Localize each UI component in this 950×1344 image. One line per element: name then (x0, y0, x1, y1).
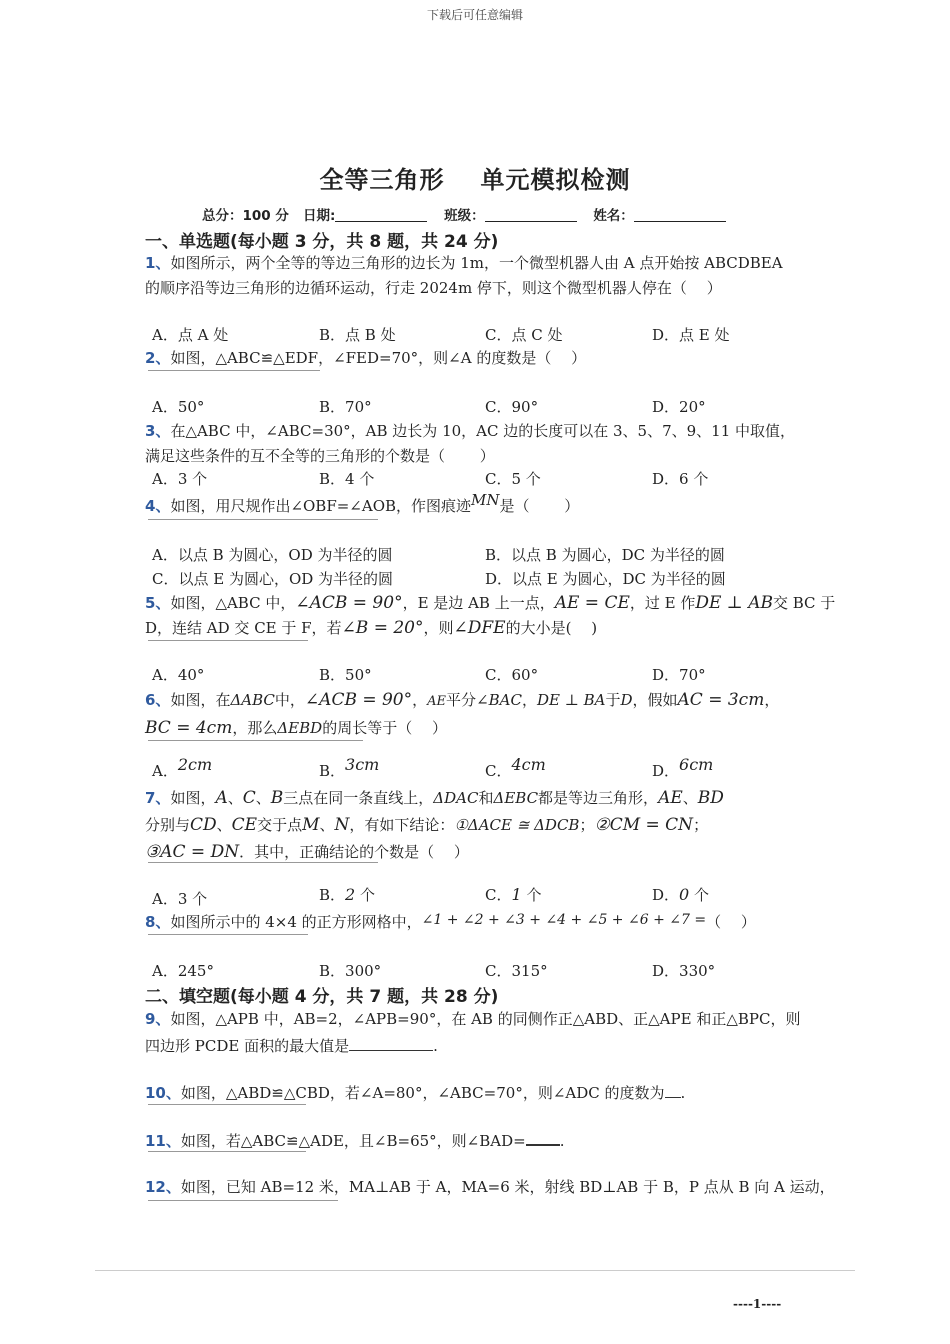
name-blank[interactable] (634, 207, 726, 222)
option-d: D．点 E 处 (652, 326, 730, 344)
text-underline (148, 1104, 306, 1105)
math-expr: A (215, 788, 228, 808)
question-text: ，有如下结论： (349, 816, 455, 834)
math-expr: ΔEBC (493, 789, 539, 807)
question-text: 、 (227, 789, 243, 807)
question-number: 7、 (145, 789, 171, 807)
option-value: 3cm (345, 755, 380, 774)
page-number: ----1---- (733, 1297, 782, 1311)
question-text: 的周长等于（ ） (322, 719, 447, 737)
title-part1: 全等三角形 (319, 166, 445, 194)
question-text: ，E 是边 AB 上一点， (402, 594, 555, 612)
question-number: 4、 (145, 497, 171, 515)
question-text: 交 BC 于 (772, 594, 836, 612)
option-label: B． (319, 762, 346, 780)
question-text: 交于点 (257, 816, 303, 834)
total-score: 总分：100 分 (202, 208, 289, 224)
math-expr: BD (697, 788, 724, 808)
math-expr: ①ΔACE ≅ ΔDCB (454, 816, 580, 834)
question-text: ，则 (423, 619, 454, 637)
option-c (485, 884, 541, 905)
footer-divider (95, 1270, 855, 1271)
question-text: ．其中，正确结论的个数是（ ） (239, 843, 469, 861)
question-text: . (559, 1132, 565, 1150)
option-d (652, 884, 709, 905)
option-a: A．50° (152, 398, 205, 416)
header-note: 下载后可任意编辑 (426, 8, 523, 22)
option-c: C．90° (485, 398, 539, 416)
question-text: 、 (216, 816, 232, 834)
option-d (652, 755, 714, 781)
question-text: ； (579, 816, 595, 834)
math-expr: C (242, 788, 256, 808)
option-d: D．70° (652, 666, 706, 684)
question-6 (145, 687, 779, 742)
page-title (0, 160, 950, 195)
math-expr: B (270, 788, 284, 808)
text-underline (148, 519, 378, 520)
math-expr: BC = 4cm (145, 718, 233, 738)
question-text: 的顺序沿等边三角形的边循环运动，行走 2024m 停下，则这个微型机器人停在（ ） (145, 279, 722, 297)
question-text: 如图，△ABD≌△CBD，若∠A=80°，∠ABC=70°，则∠ADC 的度数为 (180, 1084, 665, 1102)
math-expr: ΔABC (230, 691, 275, 709)
option-suffix: 个 (360, 886, 376, 904)
question-number: 10、 (145, 1084, 181, 1102)
option-b: B．以点 B 为圆心，DC 为半径的圆 (485, 546, 725, 564)
option-c: C．5 个 (485, 470, 541, 488)
answer-blank[interactable] (526, 1126, 560, 1146)
question-text: 平分 (446, 691, 477, 709)
answer-blank[interactable] (665, 1079, 681, 1098)
math-expr: DE ⊥ AB (695, 593, 773, 613)
question-text: ， (764, 691, 780, 709)
question-text: 如图， (170, 789, 216, 807)
title-part2: 单元模拟检测 (480, 166, 631, 194)
option-a: A．以点 B 为圆心，OD 为半径的圆 (152, 546, 393, 564)
question-number: 2、 (145, 349, 171, 367)
math-expr: ΔEBD (277, 719, 323, 737)
question-2 (145, 346, 586, 371)
name-label: 姓名： (593, 208, 634, 224)
question-1 (145, 251, 783, 301)
question-3 (145, 419, 795, 469)
question-text: 和 (478, 789, 494, 807)
question-8 (145, 910, 756, 936)
math-expr: ∠B = 20° (341, 618, 424, 638)
option-value: 2cm (177, 755, 213, 774)
option-c (485, 755, 546, 781)
question-text: ，过 E 作 (629, 594, 696, 612)
math-expr: ΔDAC (433, 789, 479, 807)
math-expr: CE (231, 815, 258, 835)
math-expr: N (334, 815, 350, 835)
option-value: 0 (679, 885, 690, 904)
arc-mn: MN (471, 491, 500, 509)
option-value: 1 (511, 885, 522, 904)
option-label: C． (485, 762, 512, 780)
option-label: C． (485, 886, 512, 904)
question-10 (145, 1079, 685, 1106)
option-a: A．245° (152, 962, 214, 980)
question-text: 、 (682, 789, 698, 807)
question-text: 满足这些条件的互不全等的三角形的个数是（ ） (145, 447, 495, 465)
question-5 (145, 591, 835, 641)
option-d: D．以点 E 为圆心，DC 为半径的圆 (485, 570, 726, 588)
question-text: 如图，△ABC≌△EDF，∠FED=70°，则∠A 的度数是（ ） (170, 349, 587, 367)
question-text: . (680, 1084, 686, 1102)
info-line (202, 204, 738, 224)
option-value: 6cm (679, 755, 714, 774)
question-number: 9、 (145, 1010, 171, 1028)
option-b: B．50° (319, 666, 372, 684)
math-expr: AE (427, 694, 447, 709)
text-underline (148, 862, 378, 863)
math-expr: ③AC = DN (145, 842, 240, 862)
option-label: D． (652, 762, 680, 780)
question-number: 6、 (145, 691, 171, 709)
option-a: A．40° (152, 666, 205, 684)
question-text: . (433, 1037, 438, 1055)
option-a: A．点 A 处 (152, 326, 229, 344)
math-expr: ∠1 + ∠2 + ∠3 + ∠4 + ∠5 + ∠6 + ∠7 = (421, 912, 707, 928)
option-b (319, 755, 380, 781)
answer-blank[interactable] (349, 1032, 433, 1051)
math-expr: ∠DFE (453, 618, 506, 638)
question-text: 都是等边三角形， (538, 789, 659, 807)
question-7 (145, 785, 724, 866)
text-underline (148, 1200, 338, 1201)
option-d: D．330° (652, 962, 716, 980)
question-number: 3、 (145, 422, 171, 440)
text-underline (148, 370, 320, 371)
question-text: 是（ ） (499, 497, 580, 515)
question-number: 1、 (145, 254, 171, 272)
option-value: 2 (345, 885, 356, 904)
option-c: C．315° (485, 962, 548, 980)
question-text: ，假如 (632, 691, 678, 709)
question-4 (145, 491, 580, 519)
text-underline (148, 934, 308, 935)
math-expr: AE (658, 788, 683, 808)
option-suffix: 个 (694, 886, 710, 904)
option-b: B．4 个 (319, 470, 375, 488)
math-expr: M (302, 815, 320, 835)
class-blank[interactable] (485, 207, 577, 222)
question-text: ； (693, 816, 709, 834)
question-text: 中， (274, 691, 305, 709)
math-expr: D (620, 691, 633, 709)
math-expr: DE ⊥ BA (536, 691, 606, 709)
question-text: 如图，若△ABC≌△ADE，且∠B=65°，则∠BAD= (180, 1132, 526, 1150)
math-expr: AC = 3cm (677, 690, 765, 710)
question-9 (145, 1007, 800, 1059)
question-text: （ ） (706, 913, 756, 931)
question-text: 如图，在 (170, 691, 231, 709)
text-underline (148, 740, 363, 741)
option-b (319, 884, 375, 905)
text-underline (148, 640, 308, 641)
math-expr: ∠ACB = 90° (295, 593, 403, 613)
question-number: 12、 (145, 1178, 181, 1196)
question-text: 如图，△APB 中，AB=2，∠APB=90°，在 AB 的同侧作正△ABD、正△APE 和正△BPC，则 (170, 1010, 801, 1028)
question-text: 如图，用尺规作出∠OBF=∠AOB，作图痕迹 (170, 497, 472, 515)
math-expr: ∠ACB = 90° (304, 690, 413, 710)
section-2-heading: 二、填空题(每小题 4 分，共 7 题，共 28 分) (145, 987, 499, 1007)
option-a: A．3 个 (152, 890, 208, 908)
option-label: D． (652, 886, 680, 904)
option-a (152, 755, 213, 781)
option-d: D．6 个 (652, 470, 709, 488)
option-b: B．点 B 处 (319, 326, 396, 344)
date-blank[interactable] (335, 207, 427, 222)
option-label: B． (319, 886, 346, 904)
option-a: A．3 个 (152, 470, 208, 488)
question-text: 分别与 (145, 816, 191, 834)
math-expr: ②CM = CN (594, 815, 694, 835)
section-1-heading: 一、单选题(每小题 3 分，共 8 题，共 24 分) (145, 232, 499, 252)
option-c: C．以点 E 为圆心，OD 为半径的圆 (152, 570, 394, 588)
option-d: D．20° (652, 398, 706, 416)
option-suffix: 个 (526, 886, 542, 904)
question-text: 、 (319, 816, 335, 834)
class-label: 班级： (444, 208, 485, 224)
date-label: 日期: (303, 208, 336, 224)
text-underline (148, 1151, 306, 1152)
option-b: B．70° (319, 398, 372, 416)
question-text: 如图，△ABC 中， (170, 594, 296, 612)
question-text: ， (412, 691, 428, 709)
question-text: 在△ABC 中，∠ABC=30°，AB 边长为 10，AC 边的长度可以在 3、5、7、9、11 中取值， (170, 422, 796, 440)
question-text: 于 (605, 691, 621, 709)
math-expr: AE = CE (554, 593, 630, 613)
math-expr: ∠BAC (476, 691, 522, 709)
question-text: D，连结 AD 交 CE 于 F，若 (145, 619, 342, 637)
question-text: 如图所示中的 4×4 的正方形网格中， (170, 913, 422, 931)
question-number: 11、 (145, 1132, 181, 1150)
question-text: 三点在同一条直线上， (283, 789, 434, 807)
question-text: 如图，已知 AB=12 米，MA⊥AB 于 A，MA=6 米，射线 BD⊥AB 于 B，P 点从 B 向 A 运动， (180, 1178, 835, 1196)
question-12 (145, 1175, 835, 1200)
question-text: ，那么 (232, 719, 278, 737)
question-11 (145, 1126, 564, 1154)
option-b: B．300° (319, 962, 382, 980)
question-text: 四边形 PCDE 面积的最大值是 (145, 1037, 350, 1055)
option-label: A． (152, 762, 178, 780)
question-text: 、 (255, 789, 271, 807)
question-number: 8、 (145, 913, 171, 931)
question-text: 如图所示，两个全等的等边三角形的边长为 1m，一个微型机器人由 A 点开始按 ABCDBEA (170, 254, 783, 272)
option-c: C．60° (485, 666, 539, 684)
question-text: 的大小是( ) (505, 619, 598, 637)
math-expr: CD (190, 815, 217, 835)
option-value: 4cm (511, 755, 546, 774)
question-number: 5、 (145, 594, 171, 612)
option-c: C．点 C 处 (485, 326, 563, 344)
question-text: ， (521, 691, 537, 709)
